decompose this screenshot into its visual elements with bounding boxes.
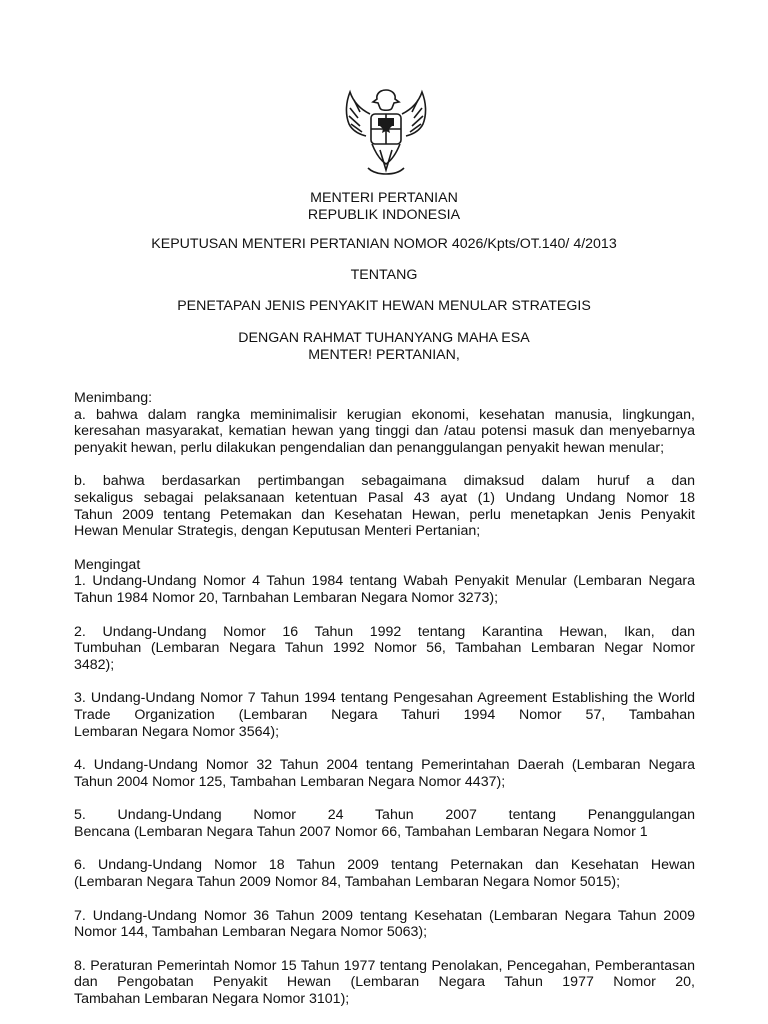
decree-number: KEPUTUSAN MENTERI PERTANIAN NOMOR 4026/Kpts/OT.140/ 4/2013 — [151, 236, 617, 252]
text-line: b. bahwa berdasarkan pertimbangan sebagaimana dimaksud dalam huruf a dan — [74, 473, 695, 490]
text-line: Trade Organization (Lembaran Negara Tahuri 1994 Nomor 57, Tambahan — [74, 706, 695, 723]
text-line: sekaligus sebagai pelaksanaan ketentuan Pasal 43 ayat (1) Undang Undang Nomor 18 — [74, 489, 695, 506]
text-line: Tahun 2004 Nomor 125, Tambahan Lembaran Negara Nomor 4437); — [74, 773, 506, 790]
text-line: 2. Undang-Undang Nomor 16 Tahun 1992 tentang Karantina Hewan, Ikan, dan — [74, 623, 695, 640]
mengingat-item — [74, 807, 695, 840]
ministry-title: MENTERI PERTANIAN — [310, 190, 458, 206]
text-line: Tahun 1984 Nomor 20, Tarnbahan Lembaran Negara Nomor 3273); — [74, 589, 499, 606]
mengingat-item — [74, 624, 695, 674]
text-line: Hewan Menular Strategis, dengan Keputusan Menteri Pertanian; — [74, 523, 481, 540]
menimbang-item-b — [74, 473, 695, 539]
republic-title: REPUBLIK INDONESIA — [307, 206, 461, 223]
text-line: Tahun 2009 tentang Petemakan dan Kesehatan Hewan, perlu menetapkan Jenis Penyakit — [74, 506, 695, 523]
text-line: (Lembaran Negara Tahun 2009 Nomor 84, Tambahan Lembaran Negara Nomor 5015); — [74, 874, 621, 891]
mengingat-item — [74, 908, 695, 941]
text-line: 3482); — [74, 656, 115, 673]
text-line: 8. Peraturan Pemerintah Nomor 15 Tahun 1977 tentang Penolakan, Pencegahan, Pemberantasan — [74, 957, 695, 974]
text-line: 7. Undang-Undang Nomor 36 Tahun 2009 tentang Kesehatan (Lembaran Negara Tahun 2009 — [74, 907, 695, 924]
mengingat-item — [74, 573, 695, 606]
text-line: Lembaran Negara Nomor 3564); — [74, 723, 280, 740]
text-line: keresahan masyarakat, kematian hewan yang tinggi dan /atau potensi masuk dan menyebarnya — [74, 423, 695, 440]
invocation-line: DENGAN RAHMAT TUHANYANG MAHA ESA — [238, 330, 530, 346]
mengingat-item — [74, 958, 695, 1008]
menimbang-item-a — [74, 407, 695, 457]
mengingat-item — [74, 690, 695, 740]
mengingat-item — [74, 757, 695, 790]
text-line: 6. Undang-Undang Nomor 18 Tahun 2009 tentang Peternakan dan Kesehatan Hewan — [74, 857, 695, 874]
tentang-heading: TENTANG — [350, 267, 418, 283]
text-line: dan Pengobatan Penyakit Hewan (Lembaran Negara Tahun 1977 Nomor 20, — [74, 974, 695, 991]
text-line: 3. Undang-Undang Nomor 7 Tahun 1994 tentang Pengesahan Agreement Establishing the World — [74, 690, 695, 707]
mengingat-item — [74, 857, 695, 890]
text-line: 1. Undang-Undang Nomor 4 Tahun 1984 tentang Wabah Penyakit Menular (Lembaran Negara — [74, 573, 695, 590]
text-line: 4. Undang-Undang Nomor 32 Tahun 2004 tentang Pemerintahan Daerah (Lembaran Negara — [74, 757, 695, 774]
decree-subject: PENETAPAN JENIS PENYAKIT HEWAN MENULAR STRATEGIS — [177, 298, 591, 314]
text-line: 5. Undang-Undang Nomor 24 Tahun 2007 tentang Penanggulangan — [74, 807, 695, 824]
text-line: a. bahwa dalam rangka meminimalisir kerugian ekonomi, kesehatan manusia, lingkungan, — [74, 406, 695, 423]
mengingat-heading: Mengingat — [74, 556, 141, 573]
text-line: penyakit hewan, perlu dilakukan pengendalian dan penanggulangan penyakit hewan menular; — [74, 439, 665, 456]
text-line: Tambahan Lembaran Negara Nomor 3101); — [74, 991, 350, 1008]
garuda-emblem-icon — [340, 84, 432, 180]
text-line: Tumbuhan (Lembaran Negara Tahun 1992 Nomor 56, Tambahan Lembaran Negar Nomor — [74, 640, 695, 657]
text-line: Nomor 144, Tambahan Lembaran Negara Nomor 5063); — [74, 924, 428, 941]
menimbang-heading: Menimbang: — [74, 390, 153, 406]
text-line: Bencana (Lembaran Negara Tahun 2007 Nomor 66, Tambahan Lembaran Negara Nomor 1 — [74, 823, 648, 840]
document-body — [74, 390, 695, 1008]
minister-line: MENTER! PERTANIAN, — [308, 346, 460, 363]
